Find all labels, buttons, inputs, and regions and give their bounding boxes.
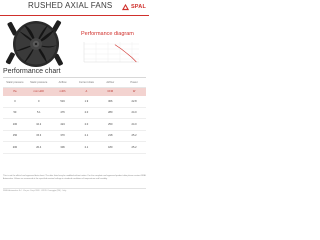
table-row <box>3 142 146 154</box>
brand-logo <box>121 3 146 11</box>
performance-curve-plot <box>81 40 141 64</box>
column-header: Static pressure <box>30 81 48 85</box>
table-cell: 24.0 <box>131 111 137 115</box>
table-cell: 200 <box>12 145 18 149</box>
table-cell: 20.4 <box>36 145 42 149</box>
table-cell: 15.3 <box>36 134 42 138</box>
table-row <box>3 131 146 143</box>
table-cell: 0 <box>38 99 40 103</box>
table-cell: 10.2 <box>36 122 42 126</box>
table-cell: 24.0 <box>131 122 137 126</box>
performance-diagram <box>81 40 141 64</box>
table-cell: 2.1 <box>84 145 89 149</box>
column-unit: mm H2O <box>33 90 44 94</box>
table-cell: 280 <box>108 111 113 115</box>
brand-name: SPAL <box>130 3 146 10</box>
disclaimer-text: This is not the official and approved data sheet. The data listed may be modified without notice. For the complete and approved product data please contact SPAL Automotive. Values are measured at the specified nominal voltage in standard conditions of temperature and humidity. <box>3 175 147 180</box>
header-band <box>0 0 113 15</box>
column-header: Airflow <box>106 81 115 85</box>
column-header: Static pressure <box>6 81 24 85</box>
table-cell: 25.2 <box>131 145 137 149</box>
column-unit: m3/h <box>59 90 66 94</box>
chart-title-divider <box>3 77 146 78</box>
column-header: Power <box>130 81 138 85</box>
column-header: Current draw <box>78 81 94 85</box>
table-cell: 1.9 <box>84 99 89 103</box>
table-row <box>3 119 146 131</box>
table-cell: 5.1 <box>36 111 41 115</box>
datasheet-page <box>0 0 149 198</box>
footer-divider <box>3 188 146 189</box>
table-row <box>3 96 146 108</box>
table-cell: 150 <box>12 134 18 138</box>
table-cell: 22.8 <box>131 99 137 103</box>
column-unit: CFM <box>107 90 114 94</box>
fan-product-image <box>4 14 68 72</box>
table-units-row <box>3 88 146 96</box>
column-unit: W <box>132 90 136 94</box>
table-cell: 306 <box>60 145 65 149</box>
table-cell: 100 <box>12 122 18 126</box>
axial-fan-icon <box>4 14 68 72</box>
performance-chart-title: Performance chart <box>3 68 61 75</box>
table-row <box>3 108 146 120</box>
column-unit: Pa <box>13 90 17 94</box>
table-cell: 424 <box>60 122 65 126</box>
table-cell: 306 <box>108 99 113 103</box>
spal-logo-icon <box>121 3 130 11</box>
table-cell: 250 <box>108 122 113 126</box>
table-cell: 476 <box>60 111 65 115</box>
table-cell: 180 <box>108 145 113 149</box>
table-cell: 519 <box>60 99 65 103</box>
performance-table <box>3 79 146 154</box>
column-unit: A <box>85 90 88 94</box>
table-body <box>3 96 146 154</box>
table-cell: 370 <box>60 134 65 138</box>
table-cell: 218 <box>108 134 113 138</box>
page-title: RUSHED AXIAL FANS <box>28 1 113 10</box>
column-header: Airflow <box>58 81 67 85</box>
table-cell: 0 <box>14 99 16 103</box>
table-cell: 50 <box>13 111 17 115</box>
table-cell: 2.0 <box>84 122 89 126</box>
table-cell: 2.1 <box>84 134 89 138</box>
performance-diagram-label: Performance diagram <box>81 31 134 37</box>
table-cell: 2.0 <box>84 111 89 115</box>
table-header-row <box>3 79 146 88</box>
company-address: SPAL Automotive Srl · Via per Carpi 26/B · 42015 Correggio (RE) · Italy <box>3 190 67 192</box>
table-cell: 25.2 <box>131 134 137 138</box>
